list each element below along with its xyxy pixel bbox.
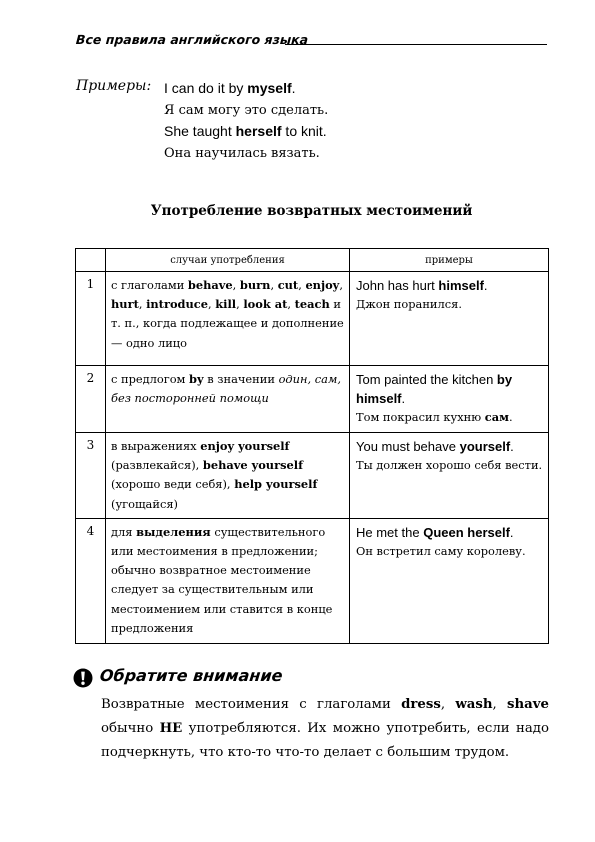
usage-run: выделения bbox=[136, 524, 211, 539]
example-line bbox=[164, 121, 328, 143]
note-run: обычно bbox=[101, 721, 160, 736]
note-run: , bbox=[440, 697, 456, 712]
usage-run: и т. п., когда подлежащее и дополнение — одно лицо bbox=[111, 297, 344, 350]
example-run: He met the bbox=[356, 524, 424, 540]
usage-run: , bbox=[298, 278, 306, 292]
usage-cell bbox=[106, 366, 350, 433]
usage-run: (угощайся) bbox=[111, 496, 178, 511]
usage-run: enjoy bbox=[305, 278, 340, 292]
note-run: wash bbox=[455, 697, 493, 712]
examples-lines bbox=[164, 78, 328, 164]
examples-cell bbox=[350, 366, 549, 433]
example-run: Джон поранился. bbox=[356, 297, 462, 311]
usage-run: , bbox=[207, 297, 216, 312]
example-run: She taught bbox=[164, 123, 236, 139]
usage-run: , bbox=[339, 278, 343, 292]
example-run: . bbox=[483, 278, 488, 293]
usage-run: burn bbox=[239, 278, 271, 292]
example-run: Queen herself bbox=[423, 524, 510, 540]
header-examples: примеры bbox=[350, 249, 549, 272]
note-run: употребляются. Их можно употребить, если надо подчеркнуть, что кто-то что-то делает с большим трудом. bbox=[101, 721, 549, 760]
usage-run: в значении bbox=[203, 372, 279, 386]
example-run: Ты должен хорошо себя вести. bbox=[356, 458, 543, 472]
attention-title: Обратите внимание bbox=[99, 666, 284, 685]
row-number: 4 bbox=[76, 518, 106, 643]
example-line bbox=[164, 100, 328, 122]
usage-run: cut bbox=[277, 278, 299, 292]
usage-cell bbox=[106, 272, 350, 366]
usage-run: с глаголами bbox=[111, 278, 188, 292]
example-run: I can do it by bbox=[164, 80, 248, 96]
usage-run: look at bbox=[243, 297, 288, 312]
example-ru bbox=[356, 456, 543, 475]
usage-run: для bbox=[111, 524, 137, 539]
example-run: Tom painted the kitchen bbox=[356, 372, 497, 387]
example-en bbox=[356, 437, 543, 456]
example-run: by himself bbox=[356, 372, 513, 406]
row-number: 1 bbox=[76, 272, 106, 366]
example-en bbox=[356, 370, 543, 408]
note-run: dress bbox=[401, 697, 441, 712]
usage-run: teach bbox=[294, 297, 330, 312]
row-number: 2 bbox=[76, 366, 106, 433]
attention-heading bbox=[73, 666, 553, 690]
example-run: Том покрасил кухню bbox=[356, 410, 485, 424]
example-run: Она научилась вязать. bbox=[164, 145, 320, 161]
running-head-rule bbox=[285, 44, 547, 45]
usage-run: (развлекайся), bbox=[111, 458, 203, 473]
example-run: to knit. bbox=[281, 123, 327, 139]
section-title: Употребление возвратных местоимений bbox=[150, 203, 473, 219]
header-usage: случаи употребления bbox=[106, 249, 350, 272]
example-en bbox=[356, 276, 543, 295]
attention-note bbox=[101, 693, 549, 765]
usage-run: by bbox=[189, 372, 204, 386]
note-run: Возвратные местоимения с глаголами bbox=[101, 697, 402, 712]
running-head bbox=[76, 32, 547, 52]
usage-run: , bbox=[236, 297, 244, 312]
table-row bbox=[76, 366, 549, 433]
usage-run: introduce bbox=[146, 297, 208, 312]
example-line bbox=[164, 78, 328, 100]
exclamation-circle-icon bbox=[73, 668, 93, 688]
table-row bbox=[76, 272, 549, 366]
example-run: Он встретил саму королеву. bbox=[356, 543, 526, 558]
usage-run: enjoy yourself bbox=[200, 439, 290, 453]
example-run: herself bbox=[235, 123, 282, 139]
usage-run: существительного или местоимения в предложении; обычно возвратное местоимение следует за существительным или местоимением или ставится в конце предложения bbox=[111, 524, 333, 635]
example-ru bbox=[356, 408, 543, 427]
usage-run: help yourself bbox=[234, 477, 318, 492]
example-run: . bbox=[509, 524, 514, 540]
running-head-title: Все правила английского языка bbox=[75, 32, 309, 47]
examples-cell bbox=[350, 272, 549, 366]
table-row bbox=[76, 433, 549, 519]
usage-cell bbox=[106, 518, 350, 643]
usage-run: , bbox=[232, 278, 240, 292]
usage-run: , bbox=[287, 297, 295, 312]
row-number: 3 bbox=[76, 433, 106, 519]
header-num bbox=[76, 249, 106, 272]
table-header-row bbox=[76, 249, 549, 272]
usage-run: behave yourself bbox=[202, 458, 303, 473]
example-run: myself bbox=[247, 80, 292, 96]
example-run: . bbox=[510, 439, 514, 454]
usage-run: в выражениях bbox=[111, 439, 201, 453]
usage-run: hurt bbox=[111, 297, 139, 312]
example-run: . bbox=[509, 410, 513, 424]
note-run: , bbox=[492, 697, 508, 712]
table-row bbox=[76, 518, 549, 643]
example-run: Я сам могу это сделать. bbox=[164, 102, 329, 118]
usage-run: с предлогом bbox=[111, 372, 190, 386]
usage-run: , bbox=[138, 297, 147, 312]
usage-table bbox=[75, 248, 549, 644]
note-run: НЕ bbox=[159, 721, 183, 736]
example-run: yourself bbox=[459, 439, 511, 454]
example-en bbox=[356, 523, 543, 542]
note-run: shave bbox=[507, 697, 549, 712]
example-run: сам bbox=[484, 410, 510, 424]
usage-run: (хорошо веди себя), bbox=[111, 477, 235, 492]
example-run: John has hurt bbox=[356, 278, 439, 293]
example-ru bbox=[356, 295, 543, 314]
example-ru bbox=[356, 542, 543, 561]
examples-label: Примеры: bbox=[76, 78, 152, 94]
example-run: . bbox=[291, 80, 296, 96]
usage-run: , bbox=[270, 278, 278, 292]
example-run: . bbox=[401, 391, 406, 406]
usage-run: kill bbox=[215, 297, 237, 312]
example-run: You must behave bbox=[356, 439, 460, 454]
usage-run: behave bbox=[187, 278, 233, 292]
example-line bbox=[164, 143, 328, 165]
examples-cell bbox=[350, 518, 549, 643]
example-run: himself bbox=[438, 278, 484, 293]
examples-cell bbox=[350, 433, 549, 519]
usage-run: один, сам, без посторонней помощи bbox=[111, 372, 341, 406]
usage-cell bbox=[106, 433, 350, 519]
